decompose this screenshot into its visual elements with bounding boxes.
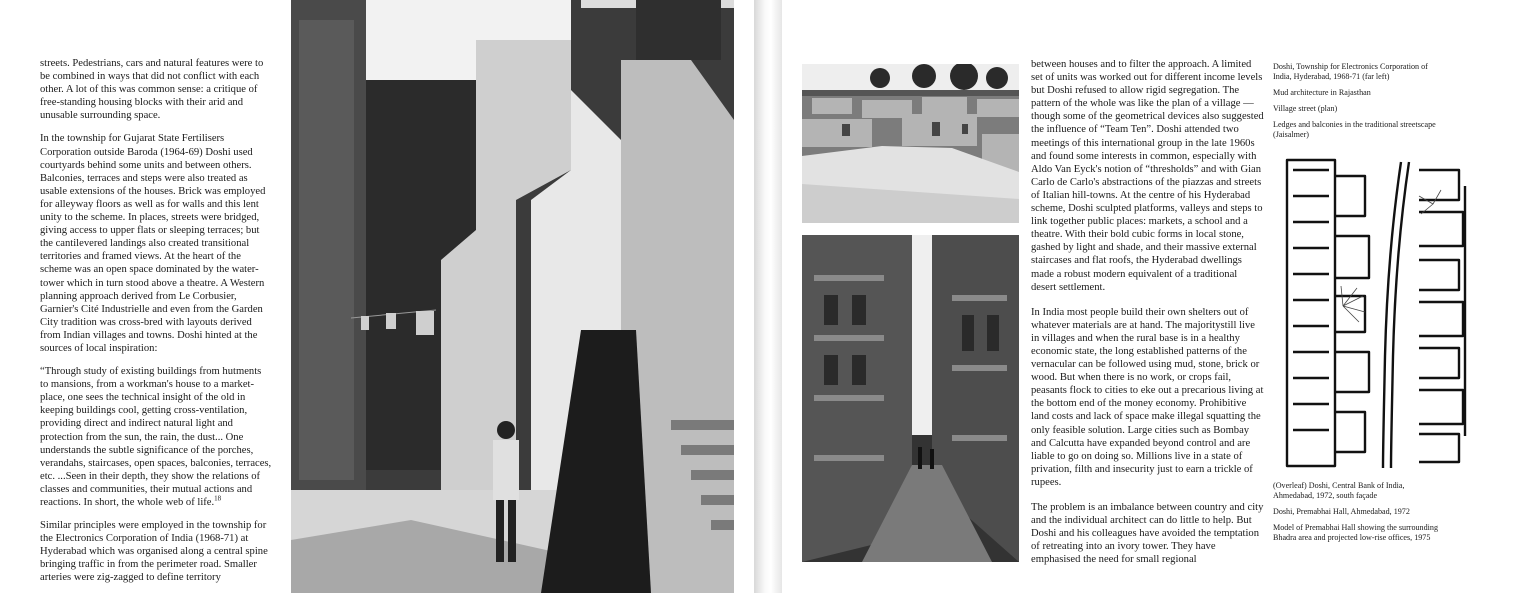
rajasthan-mud-architecture-photo: [802, 64, 1019, 223]
left-page: [0, 0, 754, 593]
left-paragraph-2: In the township for Gujarat State Fertilisers Corporation outside Baroda (1964-69) Doshi used courtyards behind some units and between others. Balconies, terraces and steps were also treated as usable extensions of the houses. Brick was employed for alleyway floors as well as for walls and this lent unity to the scheme. In places, streets were bridged, giving access to upper flats or sleeping terraces; but the cantilevered landings also created transitional territories and framed views. At the heart of the scheme was an open space dominated by the water-tower which in turn stood above a theatre. A Western planning approach derived from Le Corbusier, Garnier's Cité Industrielle and even from the Garden City tradition was cross-bred with layouts derived from Indian villages and towns. Doshi hinted at the sources of local inspiration:: [40, 133, 266, 354]
left-text-column: [40, 57, 272, 595]
middle-paragraph-1: between houses and to filter the approach. A limited set of units was worked out for different income levels but Doshi refused to allow rigid segregation. The pattern of the whole was like the plan of a village — though some of the geometrical devices also suggested the influence of “Team Ten”. Doshi attended two meetings of this international group in the late 1960s and found some interests in common, especially with Aldo Van Eyck's notion of “thresholds” and with Gian Carlo de Carlo's abstractions of the piazzas and streets of Italian hill-towns. At the centre of his Hyderabad scheme, Doshi sculpted platforms, valleys and steps to link together public places: markets, a school and a theatre. With their bold cubic forms in local stone, gashed by light and shade, and their massive external staircases and flat roofs, the Hyderabad dwellings made a robust modern equivalent of a traditional desert settlement.: [1031, 59, 1264, 293]
caption-village-plan: Village street (plan): [1273, 104, 1338, 113]
book-gutter: [754, 0, 782, 593]
footnote-ref: 18: [214, 494, 222, 503]
left-paragraph-1: streets. Pedestrians, cars and natural features were to be combined in ways that did not conflict with each other. A lot of this was common sense: a critique of free-standing housing blocks with their arid and unusable surrounding space.: [40, 58, 264, 122]
middle-paragraph-2: In India most people build their own shelters out of whatever materials are at hand. The majoritystill live in villages and when the rural base is in a healthy economic state, the long established patterns of the vernacular can be followed using mud, stone, brick or wood. But when there is no work, or crops fail, peasants flock to cities to eke out a precarious living at the bottom end of the money economy. Prohibitive land costs and lack of space make illegal squatting the only feasible solution. Large cities such as Bombay and Calcutta have expanded beyond control and are liable to go on doing so. Millions live in a state of privation, filth and insecurity just to earn a trickle of rupees.: [1031, 306, 1264, 488]
village-street-plan-drawing: [1283, 156, 1475, 470]
caption-premabhai-model: Model of Premabhai Hall showing the surrounding Bhadra area and projected low-rise offices, 1975: [1273, 523, 1438, 542]
caption-mud-architecture: Mud architecture in Rajasthan: [1273, 88, 1371, 97]
caption-hyderabad: Doshi, Township for Electronics Corporation of India, Hyderabad, 1968-71 (far left): [1273, 62, 1428, 81]
caption-jaisalmer: Ledges and balconies in the traditional streetscape (Jaisalmer): [1273, 120, 1436, 139]
hyderabad-township-photo: [291, 0, 734, 593]
middle-text-column: [1031, 58, 1265, 578]
jaisalmer-streetscape-photo: [802, 235, 1019, 562]
caption-premabhai-hall: Doshi, Premabhai Hall, Ahmedabad, 1972: [1273, 507, 1410, 516]
middle-paragraph-3: The problem is an imbalance between country and city and the individual architect can do little to help. But Doshi and his colleagues have avoided the temptation of retreating into an ivory tower. They have emphasised the need for small regional: [1031, 502, 1264, 566]
caption-central-bank: (Overleaf) Doshi, Central Bank of India, Ahmedabad, 1972, south façade: [1273, 481, 1405, 500]
captions-bottom: [1273, 481, 1443, 549]
doshi-quote: [40, 365, 272, 509]
left-paragraph-3: Similar principles were employed in the township for the Electronics Corporation of India (1968-71) at Hyderabad which was organised along a central spine bringing traffic in from the perimeter road. Smaller arteries were zig-zagged to define territory: [40, 520, 268, 584]
captions-top: [1273, 62, 1443, 146]
doshi-quote-text: “Through study of existing buildings from hutments to mansions, from a workman's house to a market-place, one sees the technical insight of the old in keeping buildings cool, getting cross-ventilation, providing direct and indirect natural light and protection from the sun, the rain, the dust... One understands the subtle significance of the porches, verandahs, staircases, open spaces, balconies, terraces, etc. ...Seen in their depth, they show the relations of classes and communities, their mutual actions and reactions. In short, the whole web of life.: [40, 366, 272, 508]
